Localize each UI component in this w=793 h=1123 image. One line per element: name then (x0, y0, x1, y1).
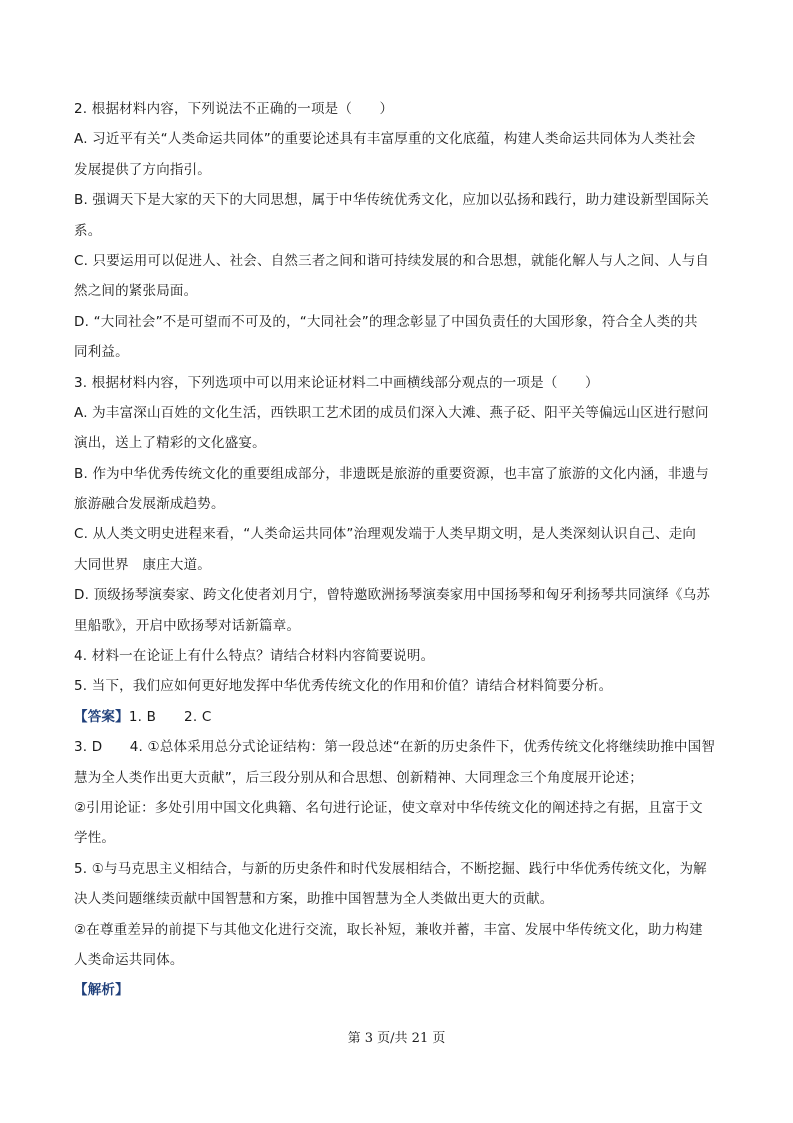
answer-5-point-2: ②在尊重差异的前提下与其他文化进行交流，取长补短，兼收并蓄，丰富、发展中华传统文化，助力构建 (74, 921, 703, 938)
question-3-option-c: C. 从人类文明史进程来看，“人类命运共同体”治理观发端于人类早期文明，是人类深刻认识自己、走向 (74, 526, 697, 543)
question-3-option-c-cont: 大同世界 康庄大道。 (74, 556, 211, 573)
question-3-option-d: D. 顶级扬琴演奏家、跨文化使者刘月宁，曾特邀欧洲扬琴演奏家用中国扬琴和匈牙利扬琴共同演绎《乌苏 (74, 587, 711, 604)
question-2-option-b-cont: 系。 (74, 222, 102, 239)
answer-4-point-2-cont: 学性。 (74, 830, 116, 847)
question-3-option-d-cont: 里船歌》，开启中欧扬琴对话新篇章。 (74, 617, 301, 634)
question-2-option-d: D. “大同社会”不是可望而不可及的，“大同社会”的理念彰显了中国负责任的大国形象，符合全人类的共 (74, 313, 698, 330)
question-3-stem: 3. 根据材料内容，下列选项中可以用来论证材料二中画横线部分观点的一项是（ ） (74, 374, 599, 391)
question-3-option-a: A. 为丰富深山百姓的文化生活，西铁职工艺术团的成员们深入大滩、燕子砭、阳平关等偏远山区进行慰问 (74, 404, 709, 421)
page-content (74, 94, 724, 1006)
question-3-option-a-cont: 演出，送上了精彩的文化盛宴。 (74, 435, 266, 452)
answer-q2: 2. C (184, 708, 212, 725)
question-2-option-d-cont: 同利益。 (74, 344, 129, 361)
answer-5-point-2-cont: 人类命运共同体。 (74, 951, 184, 968)
answer-4-cont: 慧为全人类作出更大贡献”，后三段分别从和合思想、创新精神、大同理念三个角度展开论述； (74, 769, 643, 786)
question-2-option-a-cont: 发展提供了方向指引。 (74, 161, 211, 178)
answer-q1: 1. B (128, 708, 157, 725)
answer-4-point-2: ②引用论证：多处引用中国文化典籍、名句进行论证，使文章对中华传统文化的阐述持之有据，且富于文 (74, 799, 703, 816)
analysis-heading (74, 975, 724, 1005)
page-footer: 第 3 页/共 21 页 (347, 1031, 446, 1046)
question-2-option-c: C. 只要运用可以促进人、社会、自然三者之间和谐可持续发展的和合思想，就能化解人与人之间、人与自 (74, 252, 710, 269)
question-4-stem: 4. 材料一在论证上有什么特点？请结合材料内容简要说明。 (74, 648, 435, 665)
answer-5-point-1-cont: 决人类问题继续贡献中国智慧和方案，助推中国智慧为全人类做出更大的贡献。 (74, 891, 554, 908)
answer-5-point-1: 5. ①与马克思主义相结合，与新的历史条件和时代发展相结合，不断挖掘、践行中华优秀传统文化，为解 (74, 860, 707, 877)
question-2-stem: 2. 根据材料内容，下列说法不正确的一项是（ ） (74, 101, 394, 117)
question-5-stem: 5. 当下，我们应如何更好地发挥中华优秀传统文化的作用和价值？请结合材料简要分析。 (74, 678, 613, 695)
answer-label: 【答案】 (74, 708, 129, 725)
analysis-label: 【解析】 (74, 982, 129, 999)
question-3-option-b: B. 作为中华优秀传统文化的重要组成部分，非遗既是旅游的重要资源，也丰富了旅游的文化内涵，非遗与 (74, 465, 709, 482)
question-2-option-c-cont: 然之间的紧张局面。 (74, 283, 198, 300)
answer-3-4: 3. D 4. ①总体采用总分式论证结构：第一段总述“在新的历史条件下，优秀传统文化将继续助推中国智 (74, 739, 716, 756)
question-3-option-b-cont: 旅游融合发展渐成趋势。 (74, 496, 225, 513)
question-2-option-b: B. 强调天下是大家的天下的大同思想，属于中华传统优秀文化，应加以弘扬和践行，助力建设新型国际关 (74, 192, 709, 209)
question-2-option-a: A. 习近平有关“人类命运共同体”的重要论述具有丰富厚重的文化底蕴，构建人类命运共同体为人类社会 (74, 131, 696, 148)
answer-line (74, 702, 724, 732)
